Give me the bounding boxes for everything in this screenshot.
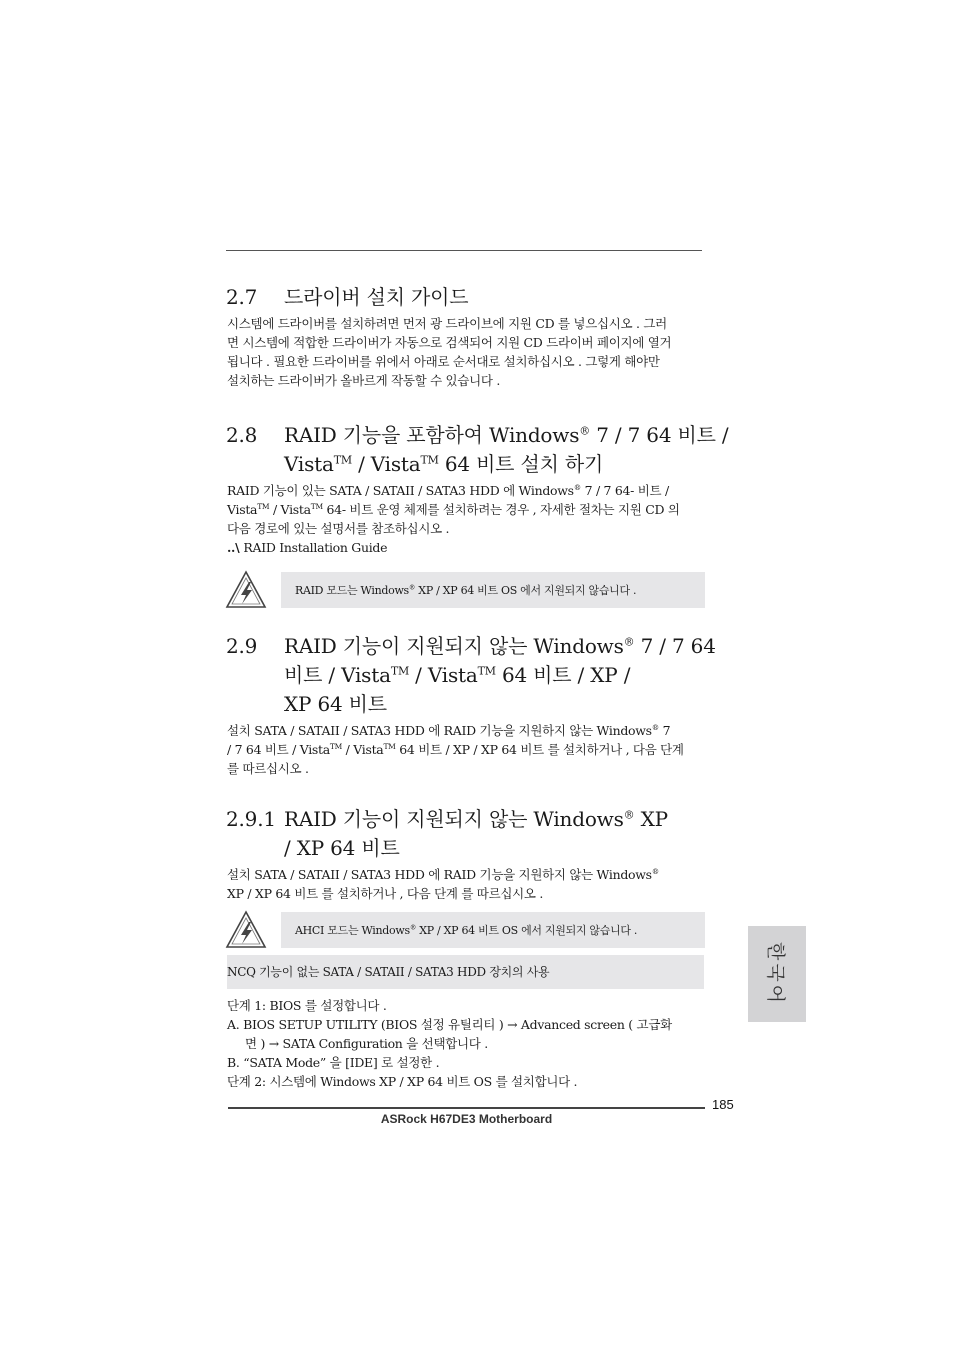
section-2-9-1-body: 설치 SATA / SATAII / SATA3 HDD 에 RAID 기능을 지원하지 않는 Windows® XP / XP 64 비트 를 설치하거나 , 다음 단계 를 따르십시오 . bbox=[227, 866, 659, 901]
bottom-rule bbox=[228, 1107, 705, 1109]
warning-lightning-icon bbox=[225, 570, 267, 610]
footer-title: ASRock H67DE3 Motherboard bbox=[380, 1112, 553, 1126]
step-1: 단계 1: BIOS 를 설정합니다 . bbox=[227, 998, 387, 1013]
ahci-xp-note: AHCI 모드는 Windows® XP / XP 64 비트 OS 에서 지원되지 않습니다 . bbox=[281, 912, 705, 948]
section-2-7-heading: 2.7 드라이버 설치 가이드 bbox=[226, 285, 469, 309]
step-a: A. BIOS SETUP UTILITY (BIOS 설정 유틸리티 ) → Advanced screen ( 고급화 bbox=[227, 1017, 672, 1032]
section-2-8-body: RAID 기능이 있는 SATA / SATAII / SATA3 HDD 에 Windows® 7 / 7 64- 비트 / Vista™ / Vista™ 64- 비트 운영 체제를 설치하려는 경우 , 자세한 절차는 지원 CD 의 다음 경로에 있는 설명서를 참조하십시오 . ..\ RAID Installation Guide bbox=[227, 482, 680, 555]
section-2-7-body: 시스템에 드라이버를 설치하려면 먼저 광 드라이브에 지원 CD 를 넣으십시오 . 그러 면 시스템에 적합한 드라이버가 자동으로 검색되어 지원 CD 드라이버 페이지에 열거 됩니다 . 필요한 드라이버를 위에서 아래로 순서대로 설치하십시오 . 그렇게 해야만 설치하는 드라이버가 올바르게 작동할 수 있습니다 . bbox=[227, 316, 672, 388]
step-a-cont: 면 ) → SATA Configuration 을 선택합니다 . bbox=[245, 1036, 488, 1051]
step-b: B. “SATA Mode” 을 [IDE] 로 설정한 . bbox=[227, 1055, 440, 1070]
section-2-9-1-heading: 2.9.1 RAID 기능이 지원되지 않는 Windows® XP / XP 64 비트 bbox=[226, 807, 668, 860]
section-2-8-heading: 2.8 RAID 기능을 포함하여 Windows® 7 / 7 64 비트 / Vista™ / Vista™ 64 비트 설치 하기 bbox=[226, 423, 729, 476]
step-2: 단계 2: 시스템에 Windows XP / XP 64 비트 OS 를 설치합니다 . bbox=[227, 1074, 578, 1089]
language-side-tab: 한국어 bbox=[748, 926, 806, 1022]
steps-list bbox=[227, 996, 707, 1091]
top-rule bbox=[226, 250, 702, 251]
ncq-heading-box: NCQ 기능이 없는 SATA / SATAII / SATA3 HDD 장치의 사용 bbox=[227, 955, 704, 989]
warning-lightning-icon bbox=[225, 910, 267, 950]
section-2-9-heading: 2.9 RAID 기능이 지원되지 않는 Windows® 7 / 7 64 비트 / Vista™ / Vista™ 64 비트 / XP / XP 64 비트 bbox=[226, 634, 716, 716]
section-2-9-body: 설치 SATA / SATAII / SATA3 HDD 에 RAID 기능을 지원하지 않는 Windows® 7 / 7 64 비트 / Vista™ / Vista™ 64 비트 / XP / XP 64 비트 를 설치하거나 , 다음 단계 를 따르십시오 . bbox=[227, 722, 684, 776]
raid-xp-note: RAID 모드는 Windows® XP / XP 64 비트 OS 에서 지원되지 않습니다 . bbox=[281, 572, 705, 608]
page-number: 185 bbox=[712, 1097, 734, 1112]
